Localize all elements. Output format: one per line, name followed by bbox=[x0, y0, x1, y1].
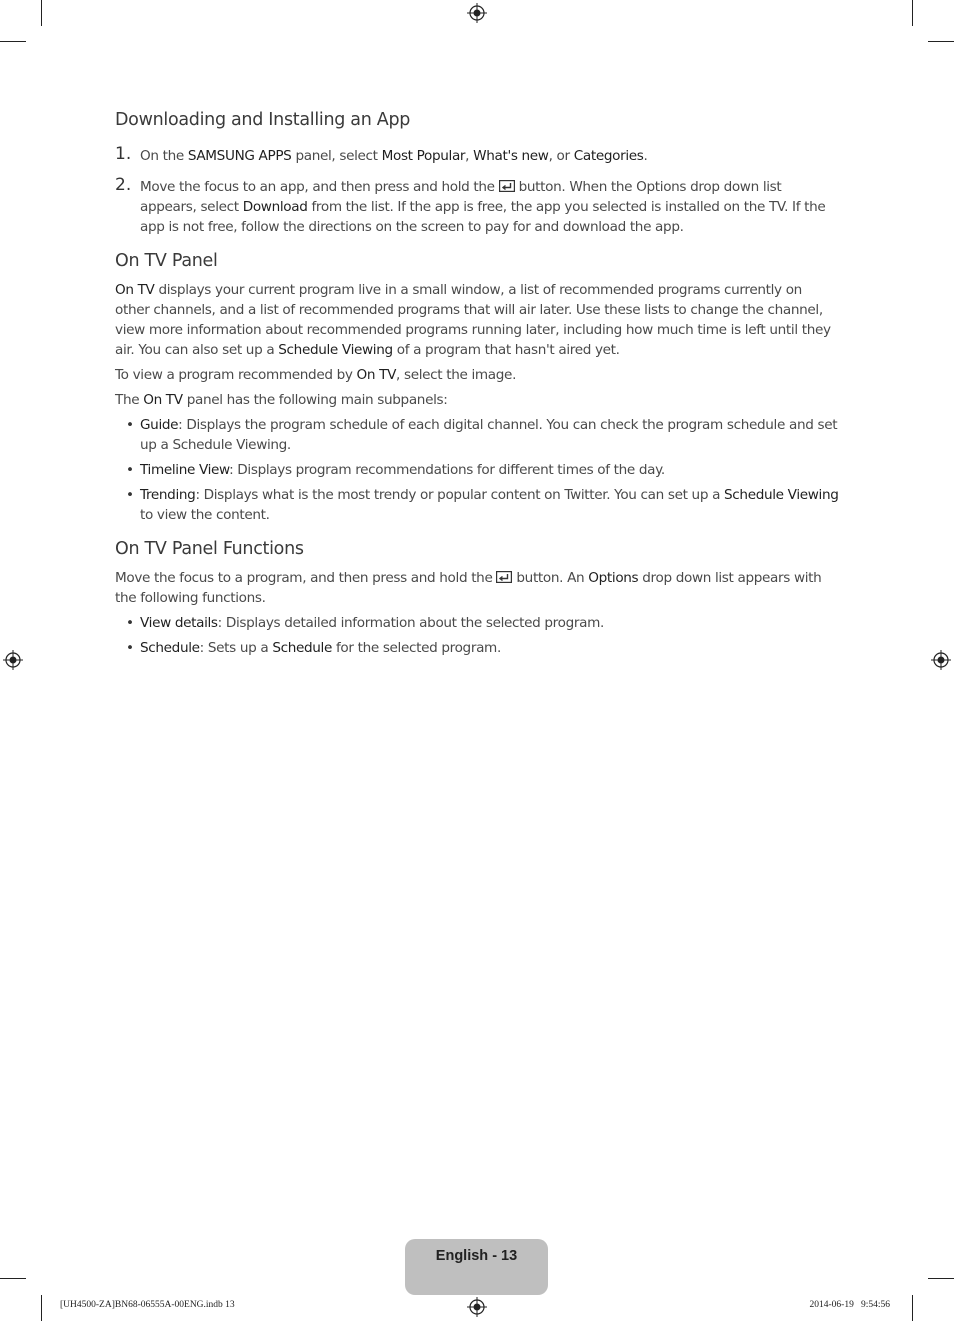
functions-list bbox=[115, 613, 840, 658]
step-number: 2. bbox=[115, 175, 132, 195]
enter-button-icon bbox=[499, 180, 515, 192]
step-2-text: Move the focus to an app, and then press and hold the button. When the Options drop down list appears, select Download from the list. If the app is free, the app you selected is installed on the TV. If the app is not free, follow the directions on the screen to pay for and download the app. bbox=[140, 179, 826, 235]
list-item-trending: • Trending: Displays what is the most trendy or popular content on Twitter. You can set up a Schedule Viewing to view the content. bbox=[115, 485, 840, 525]
crop-mark bbox=[912, 1295, 913, 1321]
functions-intro: Move the focus to a program, and then press and hold the button. An Options drop down list appears with the following functions. bbox=[115, 570, 822, 606]
on-tv-description: On TV displays your current program live in a small window, a list of recommended programs currently on other channels, and a list of recommended programs that will air later. Use these lists to change the channel, view more information about recommended programs running later, including how much time is left until they air. You can also set up a Schedule Viewing of a program that hasn't aired yet. bbox=[115, 282, 831, 358]
section-title-on-tv-panel-functions: On TV Panel Functions bbox=[115, 539, 304, 559]
step-number: 1. bbox=[115, 144, 132, 164]
on-tv-view-instruction: To view a program recommended by On TV, select the image. bbox=[115, 367, 517, 383]
registration-mark-icon bbox=[467, 3, 487, 23]
crop-mark bbox=[912, 0, 913, 26]
step-1 bbox=[115, 146, 840, 166]
registration-mark-icon bbox=[931, 650, 951, 670]
page-number-label: English - 13 bbox=[435, 1248, 518, 1264]
list-item-schedule: • Schedule: Sets up a Schedule for the selected program. bbox=[115, 638, 840, 658]
step-1-text: On the SAMSUNG APPS panel, select Most Popular, What's new, or Categories. bbox=[140, 148, 648, 164]
list-item-timeline-view: • Timeline View: Displays program recommendations for different times of the day. bbox=[115, 460, 840, 480]
crop-mark bbox=[0, 41, 26, 42]
step-2 bbox=[115, 177, 840, 237]
subpanel-list bbox=[115, 415, 840, 525]
list-item-view-details: • View details: Displays detailed information about the selected program. bbox=[115, 613, 840, 633]
section-title-on-tv-panel: On TV Panel bbox=[115, 251, 218, 271]
file-slug: [UH4500-ZA]BN68-06555A-00ENG.indb 13 bbox=[60, 1300, 235, 1310]
crop-mark bbox=[41, 1295, 42, 1321]
registration-mark-icon bbox=[3, 650, 23, 670]
list-item-guide: • Guide: Displays the program schedule of each digital channel. You can check the program schedule and set up a Schedule Viewing. bbox=[115, 415, 840, 455]
page-number-tab bbox=[405, 1239, 548, 1295]
crop-mark bbox=[0, 1278, 26, 1279]
page-content bbox=[115, 110, 840, 663]
crop-mark bbox=[41, 0, 42, 26]
crop-mark bbox=[928, 41, 954, 42]
section-title-downloading: Downloading and Installing an App bbox=[115, 110, 411, 130]
on-tv-subpanels-intro: The On TV panel has the following main subpanels: bbox=[115, 392, 448, 408]
crop-mark bbox=[928, 1278, 954, 1279]
registration-mark-icon bbox=[467, 1297, 487, 1317]
print-timestamp: 2014-06-19 9:54:56 bbox=[809, 1300, 890, 1310]
enter-button-icon bbox=[496, 571, 512, 583]
